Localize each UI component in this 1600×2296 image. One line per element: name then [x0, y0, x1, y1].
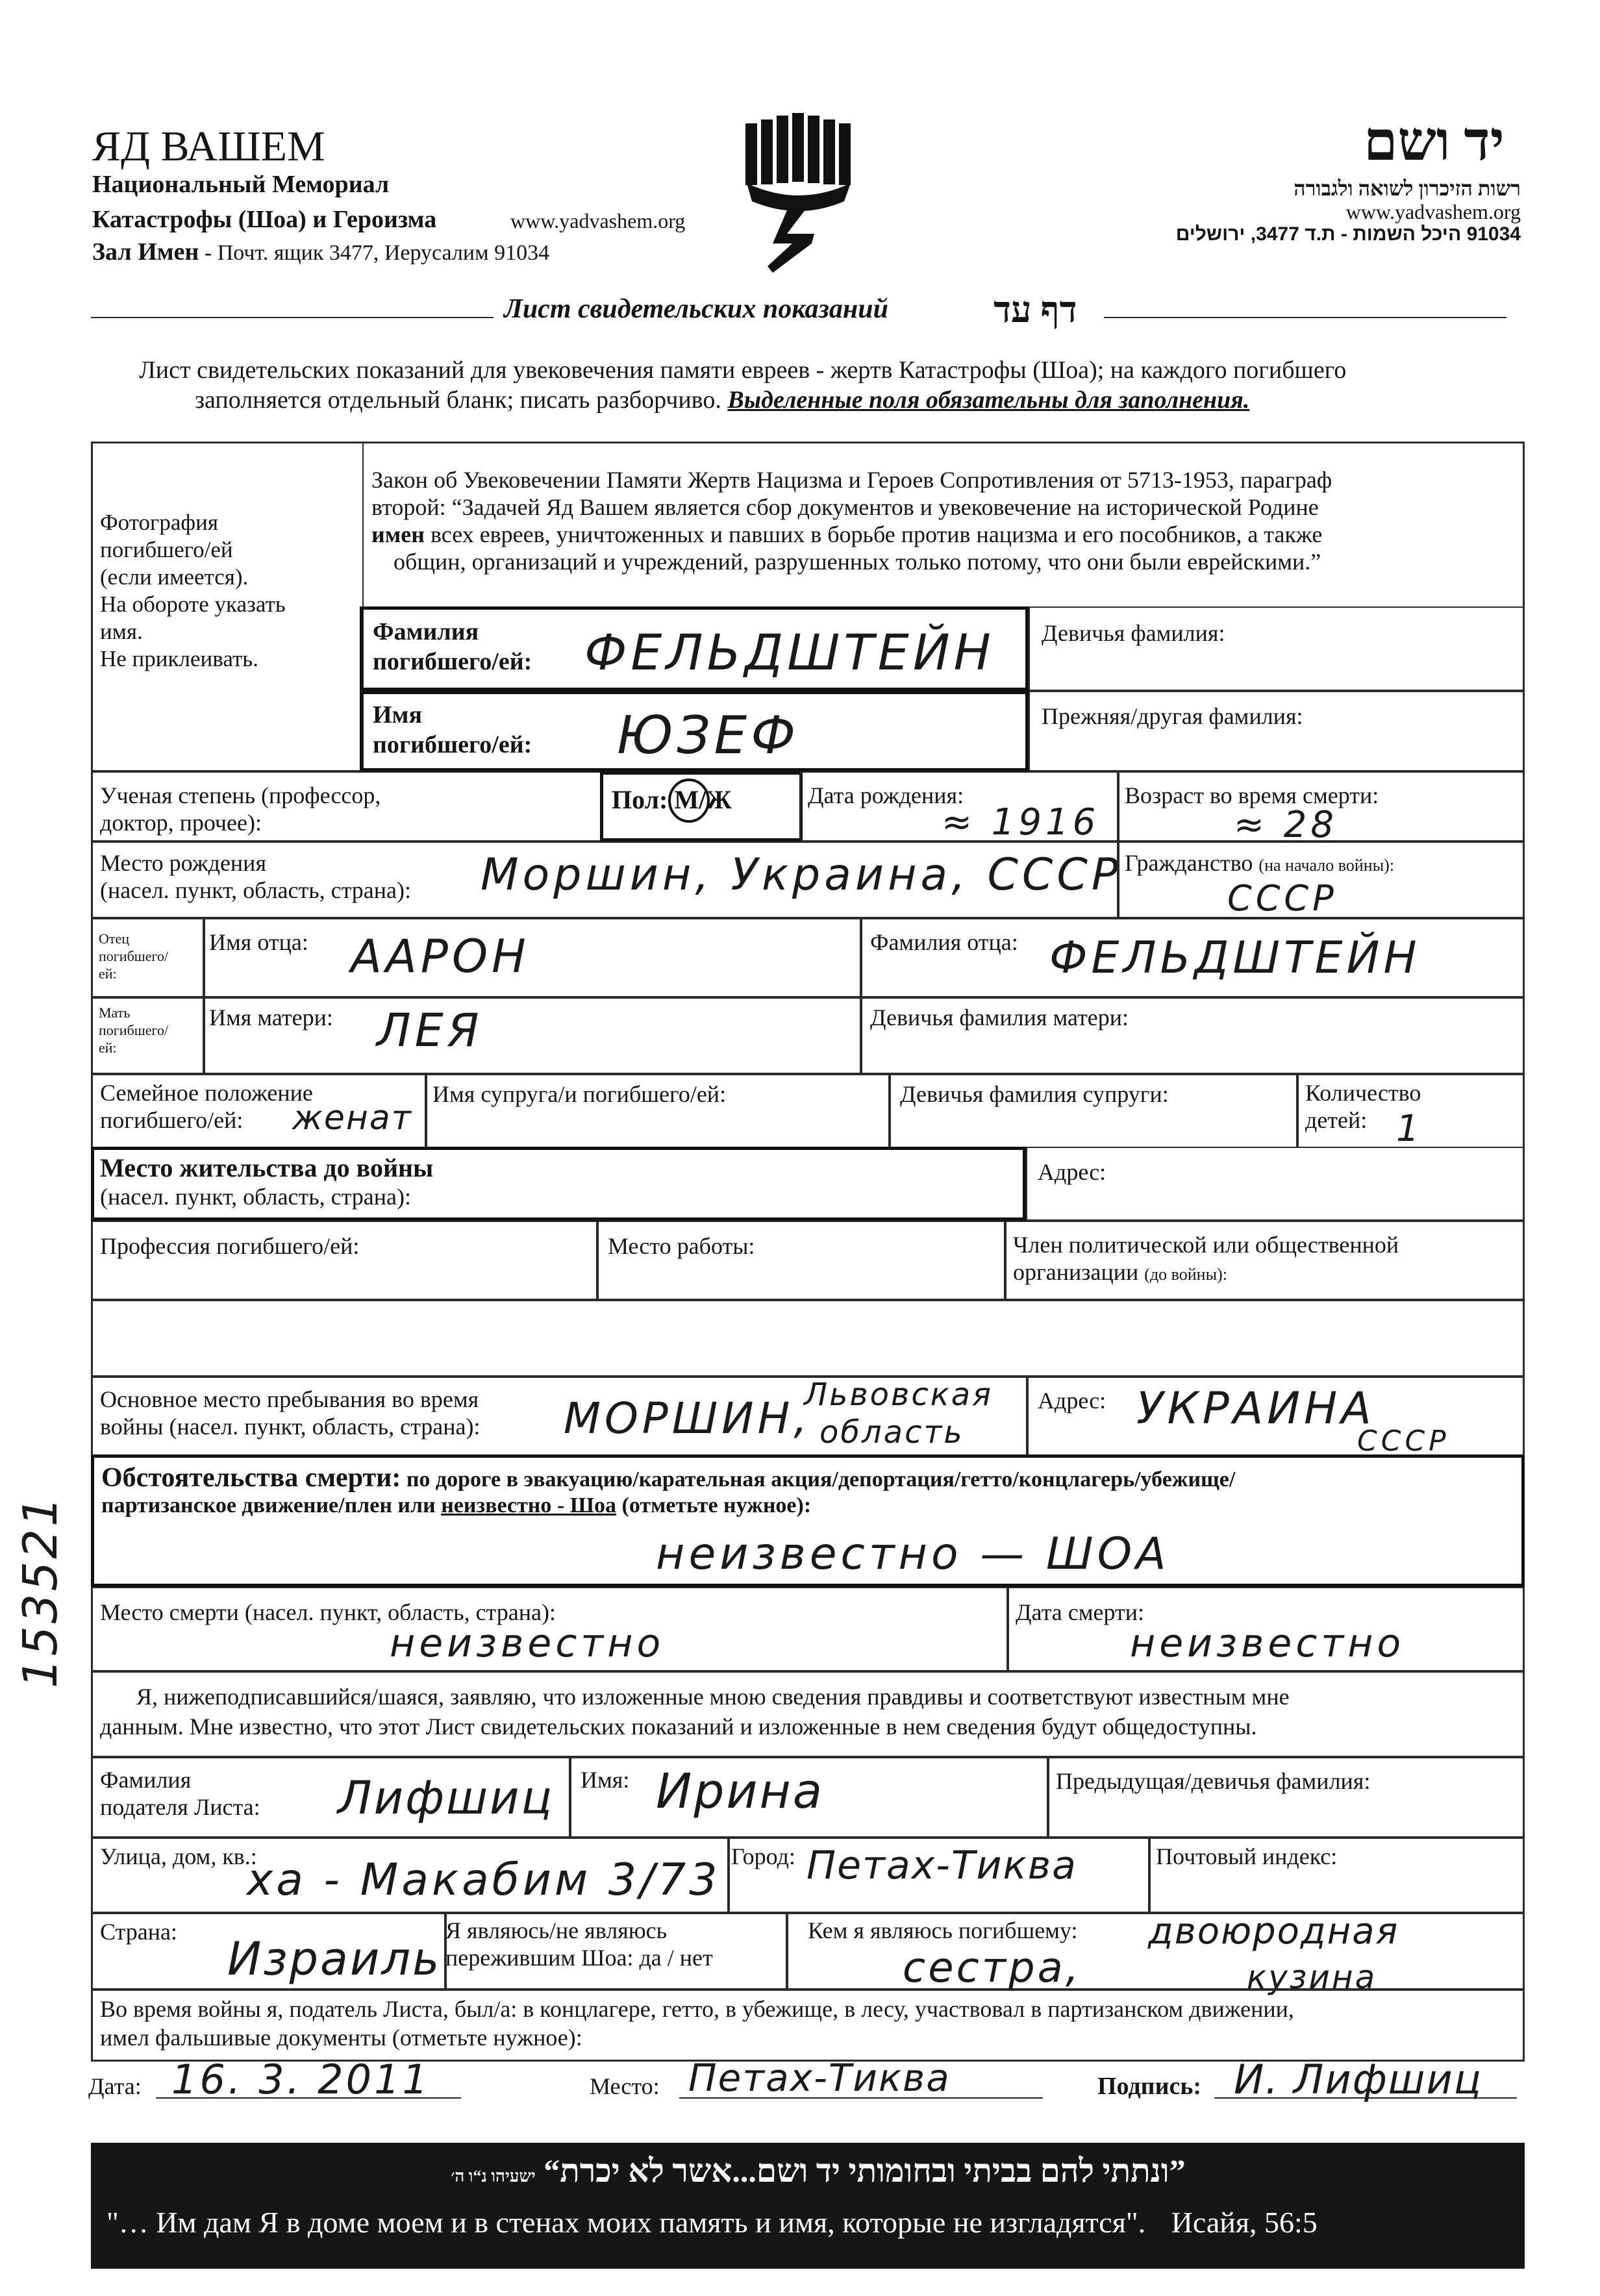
photo-text-6: Не приклеивать. [100, 646, 258, 671]
photo-text-5: имя. [100, 619, 143, 644]
marital-status-label-1: Семейное положение [100, 1080, 313, 1106]
father-surname-label: Фамилия отца: [870, 929, 1018, 955]
degree-label [100, 782, 381, 836]
declaration-text [100, 1682, 1290, 1741]
submitter-war-line2: имел фальшивые документы (отметьте нужное): [100, 2025, 582, 2051]
death-place-label: Место смерти (насел. пункт, область, страна): [100, 1599, 556, 1625]
residence-label [100, 1153, 433, 1210]
death-circ-label: Обстоятельства смерти: [101, 1463, 401, 1493]
footer-signature-value: И. Лифшиц [1234, 2056, 1482, 2103]
submitter-name-value: Ирина [656, 1764, 825, 1819]
logo-flame-6 [823, 119, 835, 184]
workplace-label: Место работы: [608, 1233, 755, 1259]
citizenship-label: Гражданство [1125, 850, 1253, 876]
country-value: Израиль [227, 1932, 442, 1986]
age-value: ≈ 28 [1234, 804, 1338, 846]
city-value: Петах-Тиква [806, 1843, 1077, 1888]
marital-status-label-2: погибшего/ей: [100, 1107, 244, 1133]
children-label-1: Количество [1305, 1080, 1421, 1106]
birthplace-label [100, 849, 411, 904]
law-line3: всех евреев, уничтоженных и павших в борьбе против нацизма и его пособников, а также [430, 521, 1323, 547]
street-value: ха - Макабим 3/73 [247, 1854, 721, 1906]
memorial-line2: Катастрофы (Шоа) и Героизма [92, 206, 437, 233]
he-hall-line: 91034 היכל השמות - ת.ד 3477, ירושלים [1175, 223, 1521, 245]
wartime-place-label-2: войны (насел. пункт, область, страна): [100, 1414, 481, 1440]
father-name-label: Имя отца: [209, 929, 308, 955]
survivor-options: да / нет [639, 1945, 713, 1971]
title-rule-right [1104, 317, 1506, 318]
submitter-prev-surname-label: Предыдущая/девичья фамилия: [1056, 1768, 1371, 1794]
death-circ-line2 [101, 1493, 811, 1518]
degree-label-1: Ученая степень (профессор, [100, 782, 381, 808]
wartime-place-label [100, 1386, 481, 1440]
father-side-label [99, 930, 168, 982]
footer-signature-label: Подпись: [1097, 2073, 1202, 2100]
country-label: Страна: [100, 1919, 177, 1945]
death-circ-options-2: партизанское движение/плен или [101, 1493, 436, 1517]
footer-place-label: Место: [590, 2073, 660, 2099]
wartime-address-value-1: УКРАИНА [1136, 1383, 1375, 1434]
survivor-label-1: Я являюсь/не являюсь [445, 1917, 668, 1943]
law-line1: Закон об Увековечении Памяти Жертв Нацизма и Героев Сопротивления от 5713-1953, параграф [371, 467, 1332, 493]
submitter-name-label: Имя: [581, 1767, 630, 1793]
intro-required: Выделенные поля обязательны для заполнения. [727, 386, 1250, 414]
survivor-label [445, 1917, 713, 1971]
logo-flame-5 [808, 116, 819, 183]
victim-first-name-label-1: Имя [373, 701, 422, 729]
logo-stem [768, 201, 814, 273]
law-names-bold: имен [371, 521, 425, 547]
submitter-war-line1: Во время войны я, податель Листа, был/а: в концлагере, гетто, в убежище, в лесу, участвовал в партизанском движении, [100, 1996, 1294, 2022]
org-name-he: יד ושם [1364, 112, 1505, 172]
father-side-1: Отец [99, 930, 130, 947]
death-circ-options-3: (отметьте нужное): [621, 1493, 812, 1517]
footer-place-value: Петах-Тиква [688, 2056, 951, 2100]
submitter-surname-label-2: подателя Листа: [100, 1794, 260, 1820]
hall-of-names-line [92, 238, 549, 266]
survivor-label-2-wrap [445, 1944, 713, 1971]
relation-value-3: кузина [1247, 1958, 1377, 1996]
quote-ru-ref: Исайя, 56:5 [1171, 2206, 1318, 2239]
father-side-3: ей: [99, 966, 117, 982]
father-surname-value: ФЕЛЬДШТЕЙН [1049, 932, 1421, 984]
wartime-place-value: МОРШИН, [564, 1393, 812, 1443]
quote-he-wrap [247, 2152, 1390, 2190]
death-place-value: неизвестно [390, 1621, 665, 1666]
residence-label-2: (насел. пункт, область, страна): [100, 1184, 412, 1210]
victim-other-surname-label: Прежняя/другая фамилия: [1042, 703, 1303, 729]
logo-flame-1 [745, 123, 757, 185]
children-value: 1 [1396, 1108, 1423, 1150]
website-left[interactable]: www.yadvashem.org [510, 209, 686, 232]
website-right[interactable]: www.yadvashem.org [1345, 200, 1521, 223]
birthplace-label-2: (насел. пункт, область, страна): [100, 877, 412, 903]
blank-row [91, 1300, 1525, 1377]
victim-surname-label-1: Фамилия [373, 618, 479, 645]
logo-flame-2 [761, 119, 773, 184]
birthplace-value: Моршин, Украина, СССР [481, 849, 1122, 901]
citizenship-value: СССР [1227, 878, 1338, 919]
membership-label-2: организации [1013, 1259, 1139, 1285]
age-label: Возраст во время смерти: [1125, 782, 1379, 808]
children-label-2: детей: [1305, 1107, 1368, 1133]
victim-first-name-value: ЮЗЕФ [617, 705, 800, 766]
photo-text-3: (если имеется). [100, 564, 249, 590]
form-title: Лист свидетельских показаний [504, 294, 888, 324]
death-circ-line1 [101, 1464, 1235, 1494]
mother-maiden-label: Девичья фамилия матери: [870, 1004, 1129, 1030]
mother-name-value: ЛЕЯ [377, 1004, 483, 1057]
law-text [371, 466, 1332, 575]
marital-status-value: женат [292, 1099, 412, 1138]
spouse-name-label: Имя супруга/и погибшего/ей: [432, 1081, 727, 1107]
citizenship-label-wrap [1125, 849, 1394, 877]
quote-ru-wrap [106, 2205, 1318, 2240]
photo-text-2: погибшего/ей [100, 537, 233, 562]
relation-label: Кем я являюсь погибшему: [808, 1917, 1078, 1943]
wartime-region-value-1: Львовская [804, 1377, 993, 1413]
footer-date-label: Дата: [88, 2073, 142, 2099]
victim-first-name-label-2: погибшего/ей: [373, 731, 532, 758]
membership-label-2-wrap [1013, 1258, 1399, 1288]
intro-line1: Лист свидетельских показаний для увековечения памяти евреев - жертв Катастрофы (Шоа); на каждого погибшего [139, 356, 1347, 384]
birthplace-label-1: Место рождения [100, 850, 267, 876]
survivor-label-2: пережившим Шоа: [445, 1945, 634, 1971]
membership-note: (до войны): [1144, 1265, 1227, 1284]
sex-label: Пол: [612, 785, 668, 814]
membership-label [1013, 1231, 1399, 1288]
wartime-address-value-2: СССР [1357, 1425, 1450, 1458]
memorial-line1: Национальный Мемориал [92, 171, 390, 198]
logo-flame-4 [792, 113, 804, 182]
death-circ-options-1: по дороге в эвакуацию/карательная акция/депортация/гетто/концлагерь/убежище/ [406, 1467, 1236, 1491]
father-name-value: ААРОН [351, 930, 530, 983]
death-date-label: Дата смерти: [1016, 1599, 1145, 1625]
residence-address-label: Адрес: [1038, 1159, 1106, 1185]
residence-label-1: Место жительства до войны [100, 1153, 434, 1182]
declaration-line1: Я, нижеподписавшийся/шаяся, заявляю, что изложенные мною сведения правдивы и соответствуют известным мне [136, 1684, 1290, 1710]
submitter-surname-label-1: Фамилия [100, 1767, 192, 1793]
victim-maiden-label: Девичья фамилия: [1042, 620, 1225, 646]
mother-side-3: ей: [99, 1040, 117, 1056]
quote-ru: "… Им дам Я в доме моем и в стенах моих память и имя, которые не изгладятся". [106, 2206, 1146, 2239]
zip-label: Почтовый индекс: [1156, 1843, 1338, 1869]
submitter-surname-label [100, 1766, 260, 1821]
membership-label-1: Член политической или общественной [1013, 1232, 1399, 1258]
wartime-region-value-2: область [819, 1414, 964, 1451]
form-title-he: דף עד [994, 290, 1077, 331]
law-line4: общин, организаций и учреждений, разрушенных только потому, что они были еврейскими.” [394, 549, 1321, 575]
citizenship-note: (на начало войны): [1258, 856, 1395, 875]
wartime-address-label: Адрес: [1038, 1388, 1106, 1414]
title-rule-left [91, 317, 494, 318]
photo-text-4: На обороте указать [100, 592, 286, 617]
death-date-value: неизвестно [1130, 1621, 1405, 1666]
degree-label-2: доктор, прочее): [100, 810, 262, 836]
death-circ-unknown: неизвестно - Шоа [441, 1493, 617, 1517]
declaration-line2: данным. Мне известно, что этот Лист свидетельских показаний и изложенные в нем сведения будут общедоступны. [100, 1714, 1257, 1740]
photo-text-1: Фотография [100, 510, 218, 535]
org-name-ru: ЯД ВАШЕМ [92, 123, 325, 170]
margin-number: 153521 [13, 1494, 68, 1688]
dob-value: ≈ 1916 [942, 801, 1100, 843]
mother-side-2: погибшего/ [99, 1022, 169, 1038]
submitter-surname-value: Лифшиц [338, 1771, 555, 1825]
yad-vashem-logo [734, 110, 864, 279]
relation-value-1: двоюродная [1148, 1910, 1399, 1953]
victim-first-name-label [373, 700, 532, 760]
logo-flame-3 [777, 116, 788, 183]
law-line3-wrap [371, 521, 1332, 548]
victim-surname-label [373, 617, 532, 677]
spouse-maiden-label: Девичья фамилия супруги: [900, 1081, 1169, 1107]
quote-he: ”ונתתי להם בביתי ובחומותי יד ושם...אשר לא יכרת“ [544, 2152, 1186, 2189]
hall-address: - Почт. ящик 3477, Иерусалим 91034 [204, 241, 550, 265]
footer-date-value: 16. 3. 2011 [171, 2056, 431, 2103]
street-label: Улица, дом, кв.: [100, 1843, 257, 1869]
wartime-place-label-1: Основное место пребывания во время [100, 1386, 479, 1412]
victim-surname-value: ФЕЛЬДШТЕЙН [584, 623, 995, 681]
photo-instructions [100, 509, 286, 673]
dob-label: Дата рождения: [808, 782, 964, 808]
hall-label: Зал Имен [92, 238, 199, 266]
victim-surname-label-2: погибшего/ей: [373, 648, 532, 675]
he-authority-line: רשות הזיכרון לשואה ולגבורה [1294, 177, 1521, 200]
marital-status-label [100, 1079, 313, 1134]
sex-options: М/Ж [674, 785, 732, 814]
mother-side-1: Мать [99, 1004, 131, 1021]
city-label: Город: [731, 1843, 795, 1869]
intro-line2-wrap [195, 386, 1249, 414]
intro-line2: заполняется отдельный бланк; писать разборчиво. [195, 386, 721, 414]
quote-he-ref: ישעיהו נ“ו ה׳ [451, 2167, 536, 2186]
mother-side-label [99, 1004, 168, 1056]
mother-name-label: Имя матери: [209, 1004, 333, 1030]
death-circ-value: неизвестно — ШОА [656, 1529, 1170, 1580]
law-line2: второй: “Задачей Яд Вашем является сбор документов и увековечение на исторической Родине [371, 494, 1319, 520]
relation-value-2: сестра, [903, 1944, 1082, 1992]
sex-selected-circle [665, 777, 713, 825]
logo-flame-7 [839, 123, 851, 185]
father-side-2: погибшего/ [99, 948, 169, 964]
submitter-war-text [100, 1995, 1294, 2052]
profession-label: Профессия погибшего/ей: [100, 1233, 360, 1259]
